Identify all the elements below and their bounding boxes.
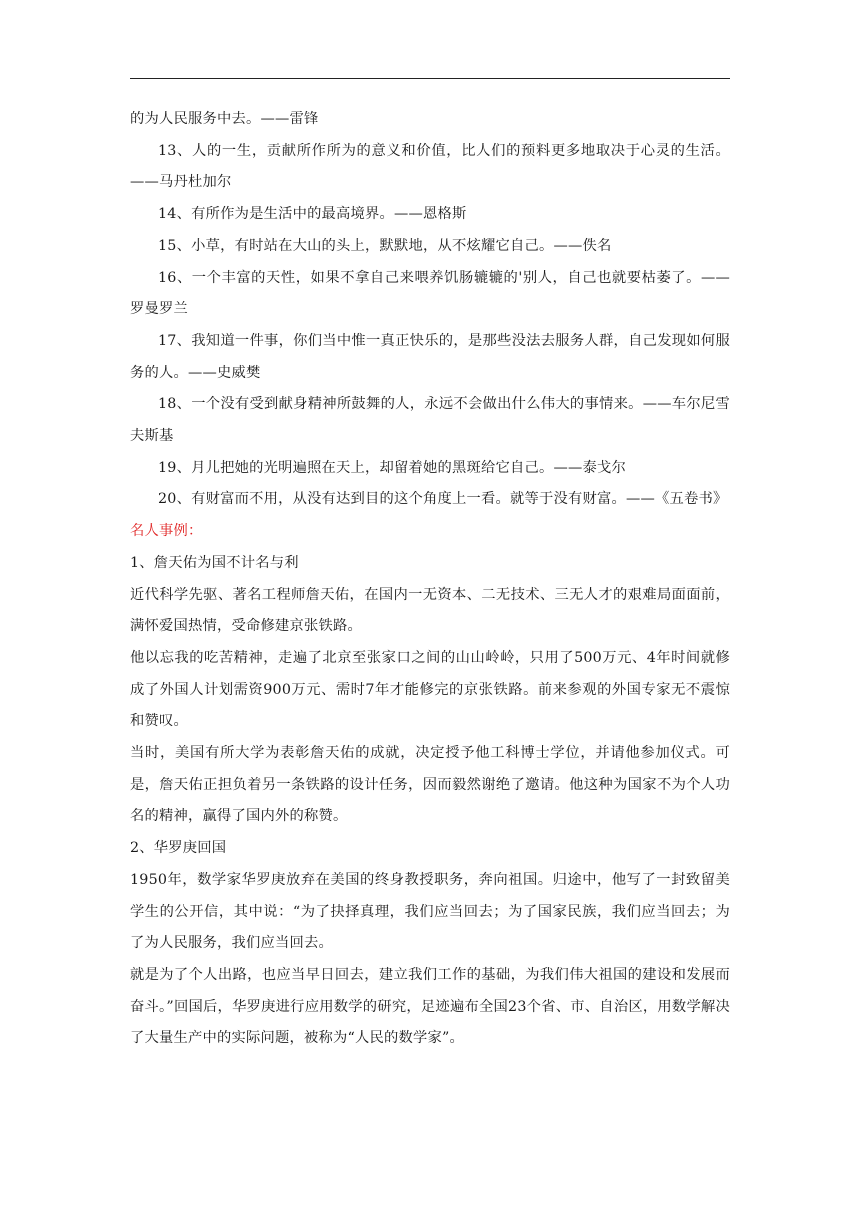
- document-body: [130, 104, 730, 1055]
- header-rule: [130, 78, 730, 79]
- quote-19: 19、月儿把她的光明遍照在天上，却留着她的黑斑给它自己。——泰戈尔: [158, 459, 626, 476]
- story-paragraph: 就是为了个人出路，也应当早日回去，建立我们工作的基础，为我们伟大祖国的建设和发展而奋斗。”回国后，华罗庚进行应用数学的研究，足迹遍布全国23个省、市、自治区，用数学解决了大量生产中的实际问题，被称为“人民的数学家”。: [130, 966, 730, 1047]
- story-title: 2、华罗庚回国: [130, 840, 227, 857]
- story-paragraph: 近代科学先驱、著名工程师詹天佑，在国内一无资本、二无技术、三无人才的艰难局面面前，满怀爱国热情，受命修建京张铁路。: [130, 586, 730, 635]
- story-paragraph: 1950年，数学家华罗庚放弃在美国的终身教授职务，奔向祖国。归途中，他写了一封致留美学生的公开信，其中说：“为了抉择真理，我们应当回去；为了国家民族，我们应当回去；为了为人民服务，我们应当回去。: [130, 871, 730, 952]
- quote-16: 16、一个丰富的天性，如果不拿自己来喂养饥肠辘辘的'别人，自己也就要枯萎了。——罗曼罗兰: [130, 269, 730, 318]
- story-title: 1、詹天佑为国不计名与利: [130, 554, 299, 571]
- quote-17: 17、我知道一件事，你们当中惟一真正快乐的，是那些没法去服务人群，自己发现如何服务的人。——史威樊: [130, 332, 730, 381]
- story-paragraph: 他以忘我的吃苦精神，走遍了北京至张家口之间的山山岭岭，只用了500万元、4年时间就修成了外国人计划需资900万元、需时7年才能修完的京张铁路。前来参观的外国专家无不震惊和赞叹。: [130, 649, 730, 730]
- quote-20: 20、有财富而不用，从没有达到目的这个角度上一看。就等于没有财富。——《五卷书》: [158, 491, 728, 508]
- quote-18: 18、一个没有受到献身精神所鼓舞的人，永远不会做出什么伟大的事情来。——车尔尼雪夫斯基: [130, 396, 730, 445]
- quote-15: 15、小草，有时站在大山的头上，默默地，从不炫耀它自己。——佚名: [158, 237, 612, 254]
- quote-continuation: 的为人民服务中去。——雷锋: [130, 111, 319, 127]
- section-heading: 名人事例：: [130, 523, 203, 540]
- quote-13: 13、人的一生，贡献所作所为的意义和价值，比人们的预料更多地取决于心灵的生活。——马丹杜加尔: [130, 142, 730, 191]
- story-paragraph: 当时，美国有所大学为表彰詹天佑的成就，决定授予他工科博士学位，并请他参加仪式。可是，詹天佑正担负着另一条铁路的设计任务，因而毅然谢绝了邀请。他这种为国家不为个人功名的精神，赢得了国内外的称赞。: [130, 745, 730, 825]
- quote-14: 14、有所作为是生活中的最高境界。——恩格斯: [158, 206, 467, 223]
